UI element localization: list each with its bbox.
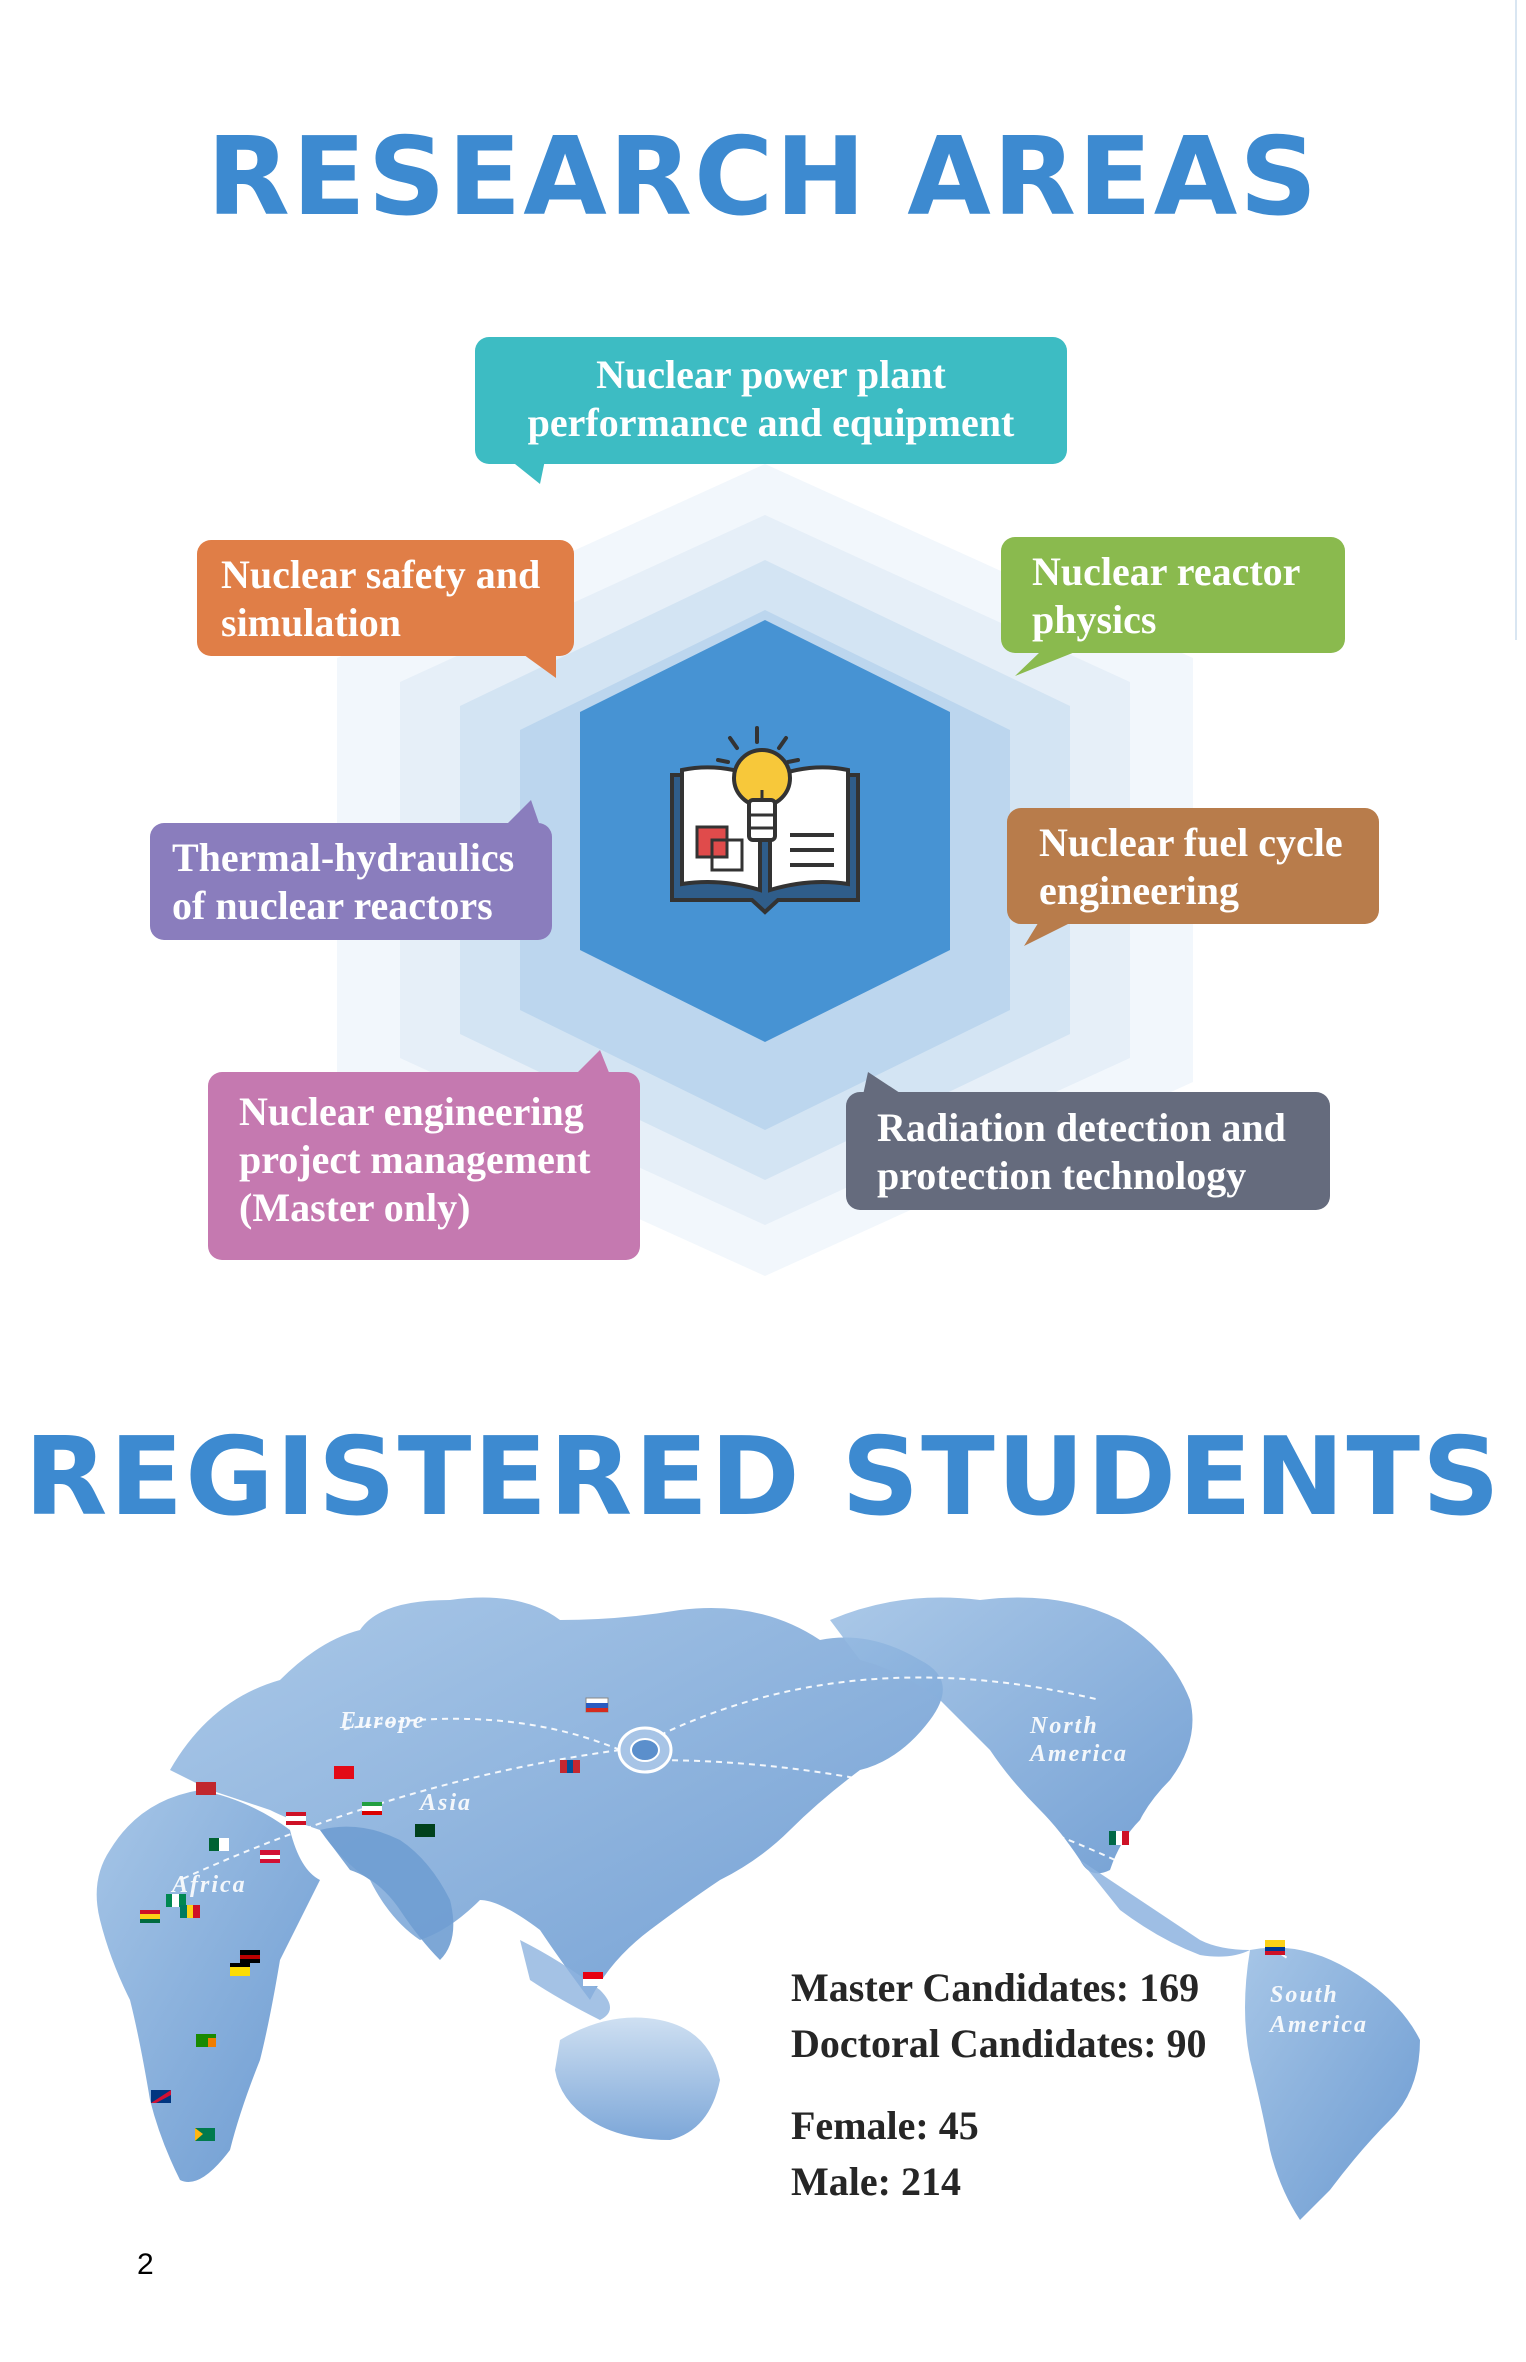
research-area-line: Nuclear fuel cycle — [1039, 820, 1343, 865]
research-area-line: physics — [1032, 597, 1157, 642]
research-area-line: Radiation detection and — [877, 1105, 1286, 1150]
research-area-line: of nuclear reactors — [172, 883, 493, 928]
research-area-line: Nuclear power plant — [596, 352, 946, 397]
map-africa — [97, 1790, 320, 2182]
map-label-asia: Asia — [420, 1790, 473, 1816]
university-emblem-icon — [619, 1728, 671, 1772]
female-count: Female: 45 — [791, 2103, 979, 2148]
research-area-line: engineering — [1039, 868, 1239, 913]
student-statistics — [791, 1960, 1207, 2210]
registered-students-heading: REGISTERED STUDENTS — [24, 1415, 1502, 1540]
research-area-line: performance and equipment — [527, 400, 1015, 445]
research-area-line: Nuclear engineering — [239, 1089, 584, 1134]
research-areas-heading: RESEARCH AREAS — [206, 115, 1320, 240]
research-area-line: simulation — [221, 600, 402, 645]
research-area-line: project management — [239, 1137, 591, 1182]
male-count: Male: 214 — [791, 2159, 961, 2204]
flag-morocco-icon — [196, 1782, 216, 1795]
master-candidates-count: Master Candidates: 169 — [791, 1965, 1200, 2010]
map-label-south-america: South America — [1270, 1982, 1368, 2038]
research-area-line: Nuclear reactor — [1032, 549, 1301, 594]
map-central-america — [1080, 1860, 1250, 1957]
research-area-line: Thermal-hydraulics — [172, 835, 515, 880]
map-australia — [555, 2018, 720, 2141]
research-area-line: (Master only) — [239, 1185, 471, 1230]
map-label-europe: Europe — [340, 1708, 426, 1734]
map-label-africa: Africa — [172, 1872, 247, 1898]
map-label-north-america: North America — [1030, 1713, 1128, 1767]
doctoral-candidates-count: Doctoral Candidates: 90 — [791, 2021, 1207, 2066]
page-number: 2 — [137, 2248, 154, 2281]
flag-turkey-icon — [334, 1766, 354, 1779]
research-area-line: protection technology — [877, 1153, 1247, 1198]
flag-pakistan-icon — [415, 1824, 435, 1837]
flag-indonesia-icon — [583, 1972, 603, 1979]
research-area-line: Nuclear safety and — [221, 552, 541, 597]
flag-colombia-icon — [1265, 1940, 1285, 1947]
stats-spacer — [791, 2072, 1207, 2098]
